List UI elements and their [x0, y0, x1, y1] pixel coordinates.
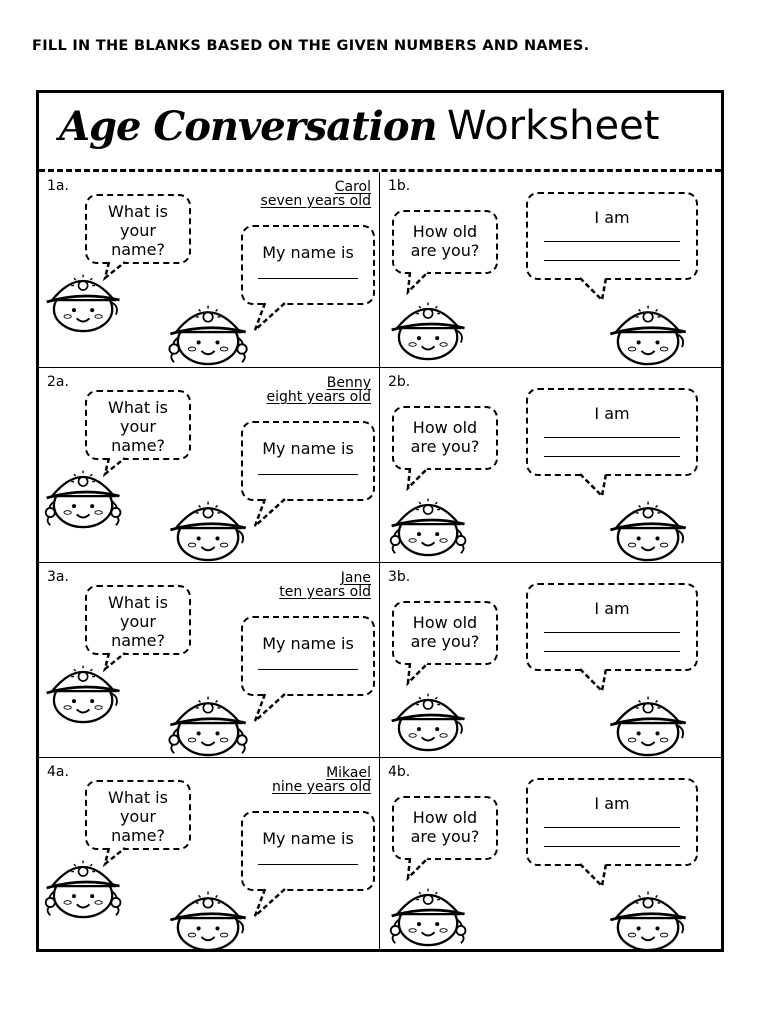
exercise-cell-2b	[380, 367, 721, 562]
child-face-icon	[43, 464, 125, 530]
question-bubble	[85, 390, 191, 460]
instruction-text: FILL IN THE BLANKS BASED ON THE GIVEN NUMBERS AND NAMES.	[32, 38, 590, 54]
question-text: What is your name?	[108, 788, 168, 845]
child-face-icon	[388, 882, 470, 948]
answer-text: My name is	[262, 634, 354, 653]
question-bubble	[85, 780, 191, 850]
answer-bubble	[526, 778, 698, 866]
speech-tail	[380, 368, 381, 369]
given-info	[266, 376, 371, 404]
child-face-icon	[388, 492, 470, 558]
answer-blank[interactable]	[544, 260, 680, 261]
exercise-label: 3b.	[388, 569, 411, 585]
child-face-icon	[606, 691, 692, 757]
child-face-icon	[43, 659, 125, 725]
question-bubble	[392, 601, 498, 665]
exercise-label: 1a.	[47, 178, 69, 194]
child-face-icon	[388, 687, 470, 753]
title-banner	[39, 93, 721, 172]
answer-blank[interactable]	[544, 241, 680, 242]
given-age: nine years old	[271, 779, 371, 795]
answer-text: My name is	[262, 243, 354, 262]
child-face-icon	[43, 268, 125, 334]
answer-blank[interactable]	[544, 437, 680, 438]
answer-bubble	[526, 192, 698, 280]
exercise-label: 2b.	[388, 374, 411, 390]
answer-text: My name is	[262, 439, 354, 458]
exercise-label: 4b.	[388, 764, 411, 780]
exercise-cell-2a	[39, 367, 380, 562]
question-text: How old are you?	[410, 418, 480, 456]
speech-tail	[380, 758, 381, 759]
answer-blank[interactable]	[544, 827, 680, 828]
given-name: Mikael	[326, 765, 371, 781]
exercise-cell-3a	[39, 562, 380, 757]
title-script: Age Conversation	[59, 103, 437, 150]
question-text: What is your name?	[108, 202, 168, 259]
child-face-icon	[388, 296, 470, 362]
given-age: seven years old	[260, 193, 371, 209]
child-face-icon	[163, 691, 255, 757]
question-bubble	[392, 210, 498, 274]
answer-bubble	[526, 583, 698, 671]
answer-blank[interactable]	[544, 846, 680, 847]
given-age: ten years old	[279, 584, 371, 600]
answer-blank[interactable]	[258, 474, 358, 475]
answer-bubble	[241, 616, 375, 696]
child-face-icon	[163, 300, 255, 366]
exercise-cell-1a	[39, 172, 380, 367]
exercise-cell-3b	[380, 562, 721, 757]
question-text: What is your name?	[108, 398, 168, 455]
worksheet-frame	[36, 90, 724, 952]
given-age: eight years old	[266, 389, 371, 405]
given-info	[279, 571, 371, 599]
exercise-label: 3a.	[47, 569, 69, 585]
answer-text: I am	[594, 404, 630, 423]
exercise-cell-1b	[380, 172, 721, 367]
question-bubble	[392, 406, 498, 470]
answer-text: I am	[594, 599, 630, 618]
answer-text: I am	[594, 794, 630, 813]
answer-bubble	[526, 388, 698, 476]
child-face-icon	[606, 886, 692, 952]
speech-tail	[39, 368, 40, 369]
question-text: How old are you?	[410, 613, 480, 651]
speech-tail	[39, 172, 40, 173]
child-face-icon	[163, 496, 255, 562]
exercise-label: 2a.	[47, 374, 69, 390]
given-name: Jane	[340, 570, 371, 586]
answer-blank[interactable]	[544, 651, 680, 652]
title-plain: Worksheet	[447, 103, 660, 149]
speech-tail	[380, 172, 381, 173]
exercise-cell-4b	[380, 757, 721, 952]
answer-blank[interactable]	[544, 456, 680, 457]
given-info	[272, 766, 371, 794]
answer-blank[interactable]	[258, 278, 358, 279]
child-face-icon	[43, 854, 125, 920]
speech-tail	[39, 563, 40, 564]
exercise-label: 1b.	[388, 178, 411, 194]
question-text: How old are you?	[410, 222, 480, 260]
question-text: How old are you?	[410, 808, 480, 846]
given-name: Benny	[326, 375, 371, 391]
answer-text: I am	[594, 208, 630, 227]
question-bubble	[85, 194, 191, 264]
answer-text: My name is	[262, 829, 354, 848]
answer-bubble	[241, 421, 375, 501]
question-bubble	[85, 585, 191, 655]
question-bubble	[392, 796, 498, 860]
child-face-icon	[163, 886, 255, 952]
given-info	[261, 180, 371, 208]
given-name: Carol	[334, 179, 371, 195]
child-face-icon	[606, 496, 692, 562]
answer-blank[interactable]	[258, 864, 358, 865]
exercise-label: 4a.	[47, 764, 69, 780]
answer-blank[interactable]	[258, 669, 358, 670]
speech-tail	[380, 563, 381, 564]
child-face-icon	[606, 300, 692, 366]
exercise-cell-4a	[39, 757, 380, 952]
question-text: What is your name?	[108, 593, 168, 650]
answer-bubble	[241, 225, 375, 305]
answer-bubble	[241, 811, 375, 891]
speech-tail	[39, 758, 40, 759]
answer-blank[interactable]	[544, 632, 680, 633]
